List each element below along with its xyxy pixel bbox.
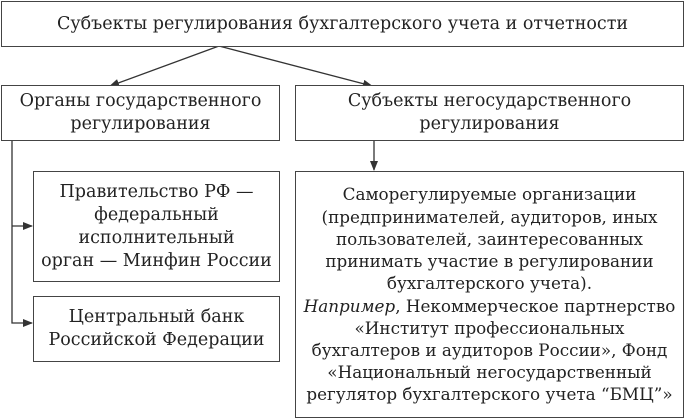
central-bank-node: [33, 296, 280, 362]
government-line: орган — Минфин России: [41, 250, 272, 271]
sro-line: пользователей, заинтересованных: [335, 228, 643, 249]
non-state-regulation-label-line: регулирования: [419, 114, 560, 134]
self-regulatory-orgs-node: [295, 171, 684, 418]
sro-line: Саморегулируемые организации: [342, 184, 637, 205]
example-line: регулятор бухгалтерского учета “БМЦ”»: [306, 384, 673, 405]
non-state-regulation-node: [295, 85, 684, 141]
example-italic: Например: [303, 295, 396, 316]
example-line: бухгалтеров и аудиторов России», Фонд: [311, 339, 668, 360]
example-rest: , Некоммерческое партнерство: [395, 295, 676, 316]
example-line: «Национальный негосударственный: [327, 362, 652, 383]
root-node: [1, 1, 684, 47]
government-minfin-node: [33, 171, 280, 282]
state-regulation-label-line: Органы государственного: [19, 91, 262, 111]
example-line: «Институт профессиональных: [354, 317, 625, 338]
root-label: Субъекты регулирования бухгалтерского учета и отчетности: [56, 13, 629, 34]
central-bank-line: Центральный банк: [68, 307, 245, 327]
state-regulation-label-line: регулирования: [70, 114, 211, 134]
sro-line: (предпринимателей, аудиторов, иных: [321, 206, 658, 227]
government-line: федеральный: [94, 204, 219, 225]
non-state-regulation-label-line: Субъекты негосударственного: [347, 91, 632, 111]
state-regulation-node: [1, 85, 280, 141]
government-line: исполнительный: [78, 227, 235, 248]
central-bank-line: Российской Федерации: [48, 330, 265, 350]
sro-line: бухгалтерского учета).: [386, 273, 593, 294]
sro-line: принимать участие в регулировании: [325, 251, 654, 272]
example-line: [304, 295, 676, 317]
government-line: Правительство РФ —: [59, 181, 254, 202]
